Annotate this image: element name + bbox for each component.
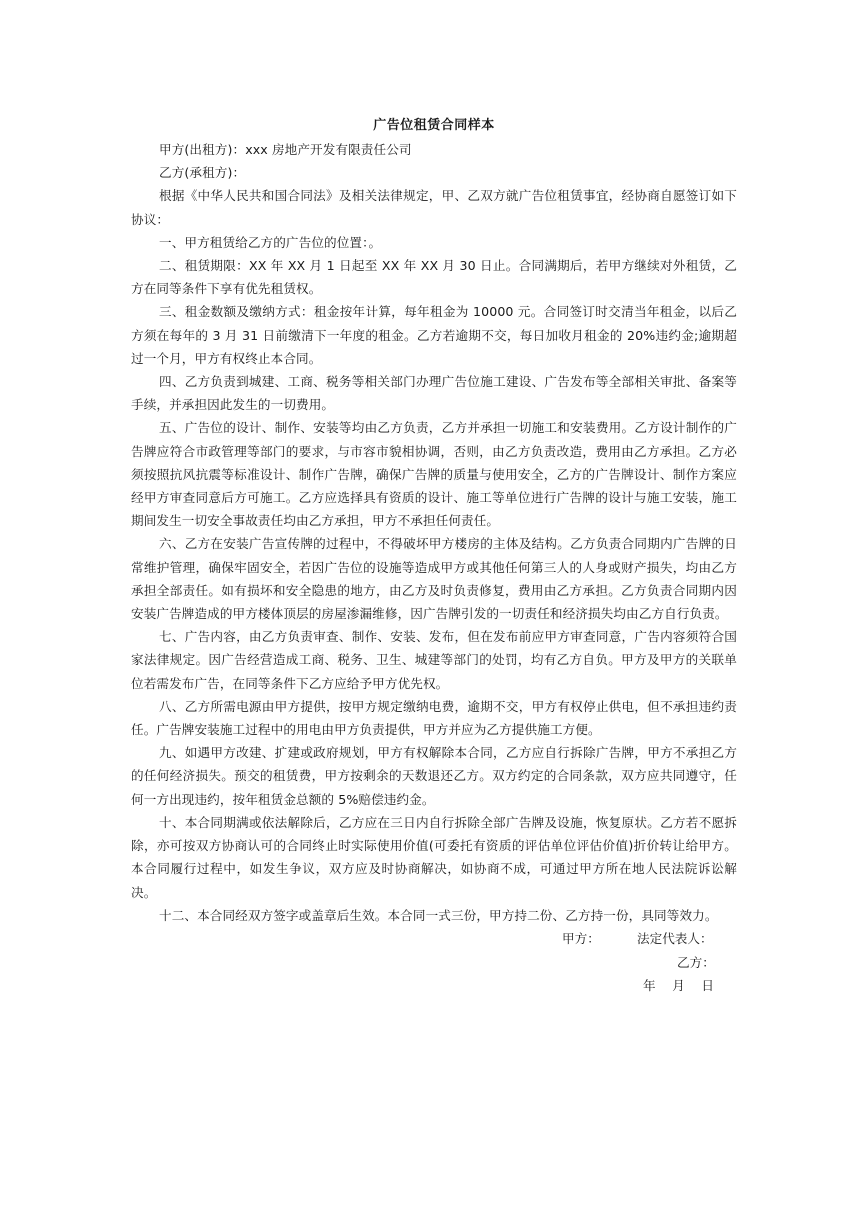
preamble-paragraph: 根据《中华人民共和国合同法》及相关法律规定，甲、乙双方就广告位租赁事宜，经协商自愿签订如下协议： <box>131 188 737 227</box>
clause-3: 三、租金数额及缴纳方式：租金按年计算，每年租金为 10000 元。合同签订时交清当年租金，以后乙方须在每年的 3 月 31 日前缴清下一年度的租金。乙方若逾期不交，每日加收月租金的 20%违约金;逾期超过一个月，甲方有权终止本合同。 <box>131 304 737 366</box>
clause-12: 十二、本合同经双方签字或盖章后生效。本合同一式三份，甲方持二份、乙方持一份，具同等效力。 <box>159 907 718 923</box>
party-a-line: 甲方(出租方)：xxx 房地产开发有限责任公司 <box>159 142 412 157</box>
clause-10: 十、本合同期满或依法解除后，乙方应在三日内自行拆除全部广告牌及设施，恢复原状。乙方若不愿拆除，亦可按双方协商认可的合同终止时实际使用价值(可委托有资质的评估单位评估价值)折价转让给甲方。本合同履行过程中，如发生争议，双方应及时协商解决，如协商不成，可通过甲方所在地人民法院诉讼解决。 <box>131 814 737 900</box>
clause-6: 六、乙方在安装广告宣传牌的过程中，不得破坏甲方楼房的主体及结构。乙方负责合同期内广告牌的日常维护管理，确保牢固安全，若因广告位的设施等造成甲方或其他任何第三人的人身或财产损失，均由乙方承担全部责任。如有损坏和安全隐患的地方，由乙方及时负责修复，费用由乙方承担。乙方负责合同期内因安装广告牌造成的甲方楼体顶层的房屋渗漏维修，因广告牌引发的一切责任和经济损失均由乙方自行负责。 <box>131 536 737 622</box>
party-b-line: 乙方(承租方)： <box>159 165 246 181</box>
contract-document <box>131 116 737 999</box>
clause-5: 五、广告位的设计、制作、安装等均由乙方负责，乙方并承担一切施工和安装费用。乙方设计制作的广告牌应符合市政管理等部门的要求，与市容市貌相协调，否则，由乙方负责改造，费用由乙方承担。乙方必须按照抗风抗震等标准设计、制作广告牌，确保广告牌的质量与使用安全，乙方的广告牌设计、制作方案应经甲方审查同意后方可施工。乙方应选择具有资质的设计、施工等单位进行广告牌的设计与施工安装，施工期间发生一切安全事故责任均由乙方承担，甲方不承担任何责任。 <box>131 420 737 529</box>
clause-4: 四、乙方负责到城建、工商、税务等相关部门办理广告位施工建设、广告发布等全部相关审批、备案等手续，并承担因此发生的一切费用。 <box>131 374 737 413</box>
signature-date: 年 月 日 <box>643 977 714 993</box>
party-b-signature-label: 乙方： <box>677 954 715 970</box>
clause-9: 九、如遇甲方改建、扩建或政府规划，甲方有权解除本合同，乙方应自行拆除广告牌，甲方不承担乙方的任何经济损失。预交的租赁费，甲方按剩余的天数退还乙方。双方约定的合同条款，双方应共同遵守，任何一方出现违约，按年租赁金总额的 5%赔偿违约金。 <box>131 745 737 807</box>
clause-2: 二、租赁期限：XX 年 XX 月 1 日起至 XX 年 XX 月 30 日止。合同满期后，若甲方继续对外租赁，乙方在同等条件下享有优先租赁权。 <box>131 258 737 297</box>
clause-1: 一、甲方租赁给乙方的广告位的位置：。 <box>159 234 382 250</box>
signature-block <box>131 927 737 999</box>
clause-7: 七、广告内容，由乙方负责审查、制作、安装、发布，但在发布前应甲方审查同意，广告内容须符合国家法律规定。因广告经营造成工商、税务、卫生、城建等部门的处罚，均有乙方自负。甲方及甲方的关联单位若需发布广告，在同等条件下乙方应给予甲方优先权。 <box>131 629 737 691</box>
legal-representative-label: 法定代表人： <box>637 930 713 946</box>
clause-8: 八、乙方所需电源由甲方提供，按甲方规定缴纳电费，逾期不交，甲方有权停止供电，但不承担违约责任。广告牌安装施工过程中的用电由甲方负责提供，甲方并应为乙方提供施工方便。 <box>131 698 737 738</box>
party-a-signature-label: 甲方： <box>562 930 600 946</box>
document-title: 广告位租赁合同样本 <box>373 118 495 133</box>
